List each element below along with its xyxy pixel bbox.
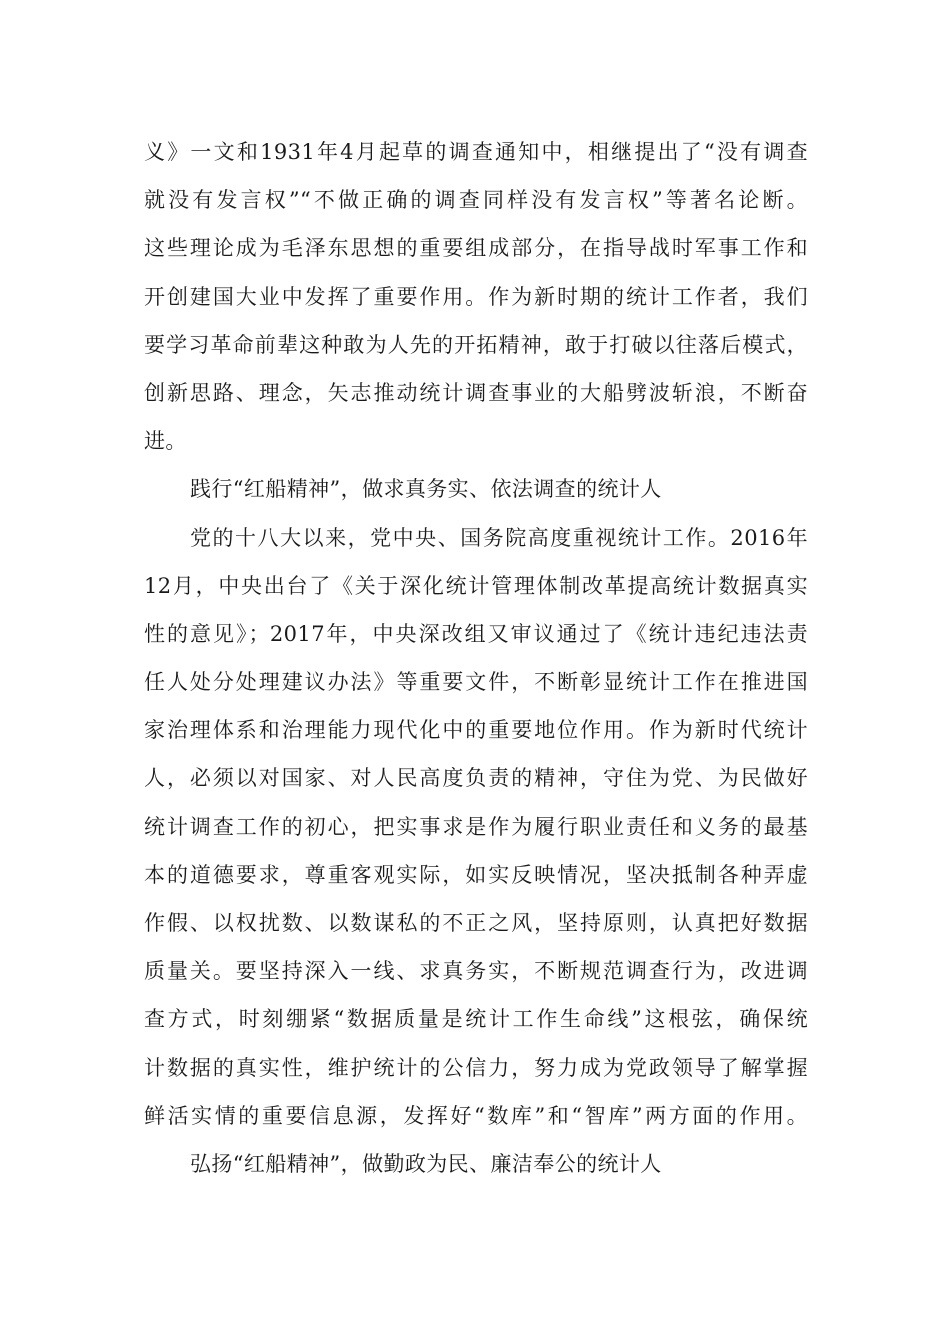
text-line: 党的十八大以来，党中央、国务院高度重视统计工作。2016年 <box>190 525 808 550</box>
text-line: 要学习革命前辈这种敢为人先的开拓精神，敢于打破以往落后模式， <box>144 332 808 357</box>
text-line: 质量关。要坚持深入一线、求真务实，不断规范调查行为，改进调 <box>144 959 808 984</box>
text-line: 创新思路、理念，矢志推动统计调查事业的大船劈波斩浪，不断奋 <box>144 380 808 405</box>
text-line: 任人处分处理建议办法》等重要文件，不断彰显统计工作在推进国 <box>144 670 808 695</box>
text-line: 计数据的真实性，维护统计的公信力，努力成为党政领导了解掌握 <box>144 1055 808 1080</box>
text-line: 开创建国大业中发挥了重要作用。作为新时期的统计工作者，我们 <box>144 284 808 309</box>
text-line: 家治理体系和治理能力现代化中的重要地位作用。作为新时代统计 <box>144 718 808 743</box>
section-heading: 践行“红船精神”，做求真务实、依法调查的统计人 <box>190 477 662 502</box>
text-line: 鲜活实情的重要信息源，发挥好“数库”和“智库”两方面的作用。 <box>144 1103 808 1128</box>
text-line: 性的意见》；2017年，中央深改组又审议通过了《统计违纪违法责 <box>144 621 808 646</box>
body-text <box>144 128 808 1188</box>
text-line: 就没有发言权”“不做正确的调查同样没有发言权”等著名论断。 <box>144 188 808 213</box>
text-line: 12月，中央出台了《关于深化统计管理体制改革提高统计数据真实 <box>144 573 808 598</box>
text-line: 人，必须以对国家、对人民高度负责的精神，守住为党、为民做好 <box>144 766 808 791</box>
text-line: 进。 <box>144 429 187 454</box>
text-line: 作假、以权扰数、以数谋私的不正之风，坚持原则，认真把好数据 <box>144 911 808 935</box>
section-heading: 弘扬“红船精神”，做勤政为民、廉洁奉公的统计人 <box>190 1151 662 1176</box>
text-line: 这些理论成为毛泽东思想的重要组成部分，在指导战时军事工作和 <box>144 236 808 261</box>
text-line: 本的道德要求，尊重客观实际，如实反映情况，坚决抵制各种弄虚 <box>144 862 808 887</box>
text-line: 义》一文和1931年4月起草的调查通知中，相继提出了“没有调查 <box>144 140 808 164</box>
text-line: 查方式，时刻绷紧“数据质量是统计工作生命线”这根弦，确保统 <box>144 1007 808 1032</box>
text-line: 统计调查工作的初心，把实事求是作为履行职业责任和义务的最基 <box>144 814 808 839</box>
